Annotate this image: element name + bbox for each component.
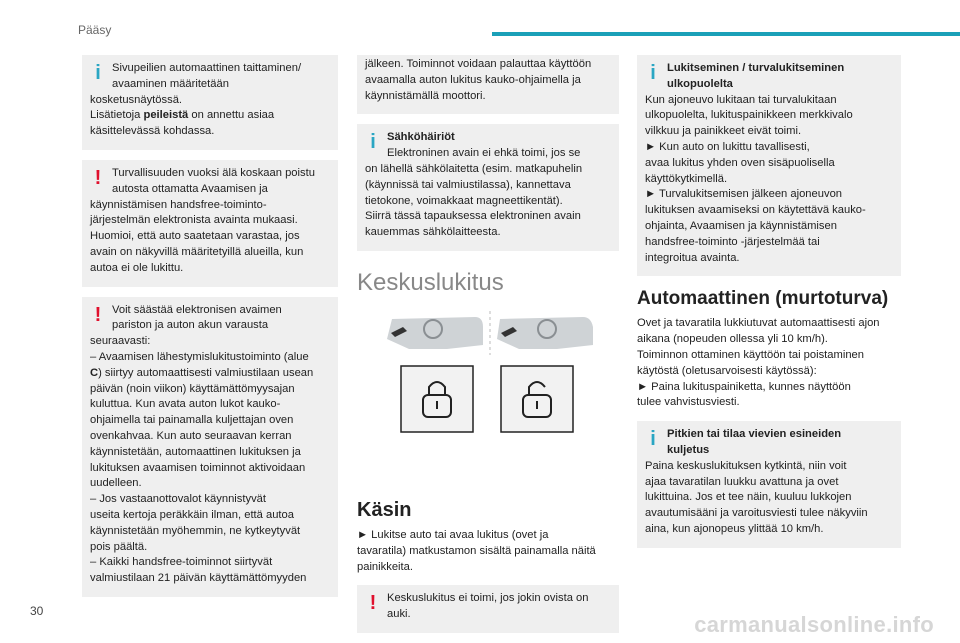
- text-span: ) siirtyy automaattisesti valmiustilaan usean: [98, 366, 314, 379]
- info-icon: i: [650, 62, 656, 84]
- box-line: autoa ei ole lukittu.: [90, 261, 184, 274]
- subsection-title: Käsin: [357, 498, 412, 521]
- zone-c-label: C: [90, 366, 99, 379]
- column-3: [637, 55, 901, 558]
- box-line: käyttökytkimellä.: [645, 172, 728, 185]
- box-line: Voit säästää elektronisen avaimen: [112, 303, 282, 316]
- box-line: kuluttua. Kun avata auton lukot kauko-: [90, 398, 281, 411]
- para-line: tulee vahvistusviesti.: [637, 396, 740, 409]
- warning-icon: !: [94, 166, 102, 189]
- box-line: [90, 108, 330, 124]
- box-title: ulkopuolelta: [667, 77, 733, 90]
- box-title: Pitkien tai tilaa vievien esineiden: [667, 428, 842, 441]
- box-line: auki.: [387, 608, 411, 621]
- box-line: (käynnissä tai valmiustilassa), kannettava: [365, 178, 571, 191]
- info-box-long-loads: [637, 421, 901, 548]
- box-line: seuraavasti:: [90, 335, 151, 348]
- box-line: Paina keskuslukituksen kytkintä, niin voit: [645, 459, 847, 472]
- header-accent-bar: [492, 32, 960, 36]
- box-line: pois päältä.: [90, 540, 148, 553]
- info-box-interference: [357, 124, 619, 251]
- warning-icon: !: [369, 592, 377, 615]
- warning-icon: !: [94, 303, 102, 326]
- box-line: ulkopuolelta, lukituspainikkeen merkkivalo: [645, 109, 853, 122]
- box-line: käynnistämisen handsfree-toiminto-: [90, 198, 267, 211]
- warning-box-door-open: [357, 585, 619, 633]
- warning-box-security: [82, 160, 338, 287]
- box-line: uudelleen.: [90, 477, 142, 490]
- box-title: kuljetus: [667, 443, 710, 456]
- info-box-continued: [357, 55, 619, 114]
- header-title: Pääsy: [78, 23, 112, 37]
- box-line: ajaa tavaratilan luukku avattuna ja ovet: [645, 475, 839, 488]
- lock-button[interactable]: [401, 366, 473, 432]
- box-line: käsittelevässä kohdassa.: [90, 125, 215, 138]
- text-span: on annettu asiaa: [188, 109, 275, 122]
- box-line: käynnistämällä moottori.: [365, 89, 486, 102]
- box-line: Kun ajoneuvo lukitaan tai turvalukitaan: [645, 93, 837, 106]
- box-line: Keskuslukitus ei toimi, jos jokin ovista on: [387, 592, 589, 605]
- box-line: lukituksen avaamisen toiminnot aktivoidaan: [90, 461, 306, 474]
- box-line: integroitua avainta.: [645, 251, 740, 264]
- box-title: Sähköhäiriöt: [387, 131, 455, 144]
- para-line: Ovet ja tavaratila lukkiutuvat automaattisesti ajon: [637, 317, 880, 330]
- box-line: handsfree-toiminto -järjestelmää tai: [645, 235, 820, 248]
- box-line: autosta ottamatta Avaamisen ja: [112, 182, 268, 195]
- box-line: avautumisääni ja varoitusviesti tulee näkyviin: [645, 507, 868, 520]
- box-line: käynnistetään myöhemmin, ne kytkeytyvät: [90, 524, 301, 537]
- page-number: 30: [30, 604, 44, 618]
- box-line: avaaminen määritetään: [112, 77, 229, 90]
- box-line: päivän (noin viikon) käyttämättömyysajan: [90, 382, 295, 395]
- box-line: avaa lukitus yhden oven sisäpuolisella: [645, 156, 835, 169]
- text-span: Lisätietoja: [90, 109, 144, 122]
- column-2: [357, 55, 619, 643]
- box-line: valmiustilaan 21 päivän käyttämättömyyden: [90, 572, 307, 585]
- box-line: ► Kun auto on lukittu tavallisesti,: [645, 140, 810, 153]
- section-title: Keskuslukitus: [357, 268, 504, 296]
- box-line: pariston ja auton akun varausta: [112, 319, 269, 332]
- box-line: Turvallisuuden vuoksi älä koskaan poistu: [112, 166, 315, 179]
- box-line: kauemmas sähkölaitteesta.: [365, 226, 501, 239]
- warning-box-battery: [82, 297, 338, 597]
- box-title: Lukitseminen / turvalukitseminen: [667, 62, 845, 74]
- box-line: ovenkahvaa. Kun auto seuraavan kerran: [90, 429, 292, 442]
- box-line: useita kertoja peräkkäin ilman, että autoa: [90, 508, 294, 521]
- box-line: ohjaimella tai painamalla kuljettajan oven: [90, 414, 294, 427]
- para-line: ► Paina lukituspainiketta, kunnes näyttöön: [637, 380, 851, 393]
- para-line: aikana (nopeuden ollessa yli 10 km/h).: [637, 333, 828, 346]
- para-line: painikkeita.: [357, 560, 413, 573]
- para-line: ► Lukitse auto tai avaa lukitus (ovet ja: [357, 528, 549, 541]
- box-line: aina, kun ajonopeus ylittää 10 km/h.: [645, 522, 824, 535]
- box-line: käynnistetään, automaattinen lukituksen ja: [90, 445, 301, 458]
- box-line: [90, 366, 330, 382]
- box-line: ► Turvalukitsemisen jälkeen ajoneuvon: [645, 188, 843, 201]
- info-box-deadlocking: [637, 55, 901, 276]
- central-locking-illustration: [357, 309, 619, 489]
- info-box-mirrors: [82, 55, 338, 150]
- para-line: käytöstä (oletusarvoisesti käytössä):: [637, 364, 817, 377]
- info-icon: i: [370, 131, 376, 154]
- paragraph: [637, 316, 901, 411]
- subsection-title: Automaattinen (murtoturva): [637, 288, 889, 310]
- mirrors-link: peileistä: [143, 109, 189, 122]
- box-line: lukituksen avaamiseksi on käytettävä kauko-: [645, 204, 866, 217]
- box-line: – Kaikki handsfree-toiminnot siirtyvät: [90, 556, 273, 569]
- box-line: jälkeen. Toiminnot voidaan palauttaa käyttöön: [365, 58, 592, 70]
- box-line: kosketusnäytössä.: [90, 93, 183, 106]
- box-line: lukittuina. Jos et tee näin, kuuluu lukkojen: [645, 491, 852, 504]
- box-line: järjestelmän elektronista avainta mukaasi.: [90, 214, 298, 227]
- box-line: tietokone, voimakkaat magneettikentät).: [365, 194, 563, 207]
- info-icon: i: [650, 428, 656, 451]
- column-1: [82, 55, 338, 597]
- box-line: avain on näkyvillä määritetyillä alueilla, kun: [90, 245, 304, 258]
- box-line: vilkkuu ja painikkeet eivät toimi.: [645, 125, 802, 138]
- paragraph: [357, 528, 619, 575]
- unlock-button[interactable]: [501, 366, 573, 432]
- watermark: carmanualsonline.info: [694, 612, 934, 637]
- box-line: Elektroninen avain ei ehkä toimi, jos se: [387, 147, 581, 160]
- box-line: – Avaamisen lähestymislukitustoiminto (alue: [90, 350, 309, 363]
- box-line: avaamalla auton lukitus kauko-ohjaimella ja: [365, 73, 581, 86]
- para-line: Toiminnon ottaminen käyttöön tai poistaminen: [637, 348, 864, 361]
- box-line: – Jos vastaanottovalot käynnistyvät: [90, 493, 266, 506]
- para-line: tavaratila) matkustamon sisältä painamalla näitä: [357, 544, 596, 557]
- info-icon: i: [95, 62, 101, 84]
- box-line: Siirrä tässä tapauksessa elektroninen avain: [365, 210, 581, 223]
- dashboard-illustration: [357, 309, 619, 489]
- box-line: Huomioi, että auto saatetaan varastaa, jos: [90, 230, 300, 243]
- box-line: ohjainta, Avaamisen ja käynnistämisen: [645, 219, 837, 232]
- box-line: Sivupeilien automaattinen taittaminen/: [112, 62, 302, 74]
- box-line: on lähellä sähkölaitetta (esim. matkapuhelin: [365, 162, 583, 175]
